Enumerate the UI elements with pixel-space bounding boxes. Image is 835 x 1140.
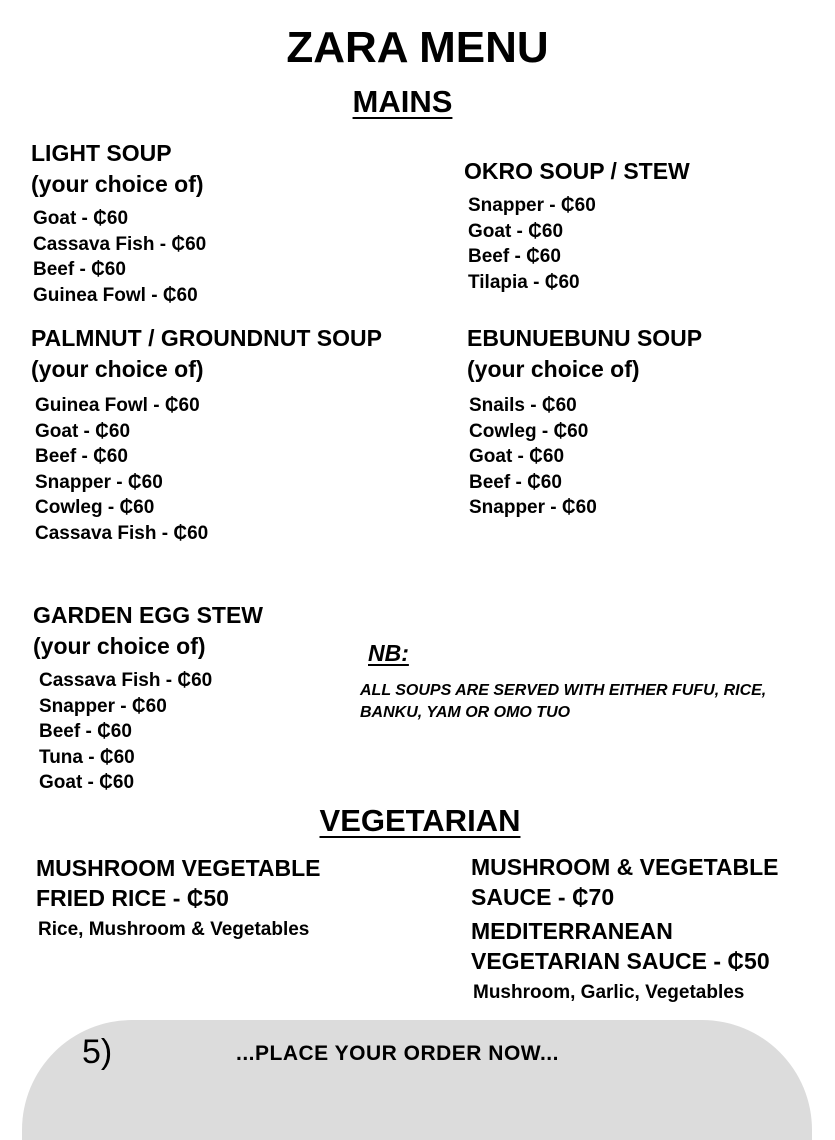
menu-item: Beef - ₵60 [469, 471, 562, 493]
garden-egg-stew-section [33, 600, 263, 796]
med-sauce-description: Mushroom, Garlic, Vegetables [473, 982, 745, 1003]
garden-egg-stew-subtitle: (your choice of) [33, 633, 206, 659]
menu-item: Tilapia - ₵60 [468, 271, 580, 293]
veg-fried-rice [36, 853, 321, 942]
veg-fried-rice-description: Rice, Mushroom & Vegetables [38, 919, 310, 940]
menu-item: Snapper - ₵60 [468, 195, 596, 216]
light-soup-subtitle: (your choice of) [31, 171, 204, 197]
menu-item: Beef - ₵60 [39, 721, 132, 742]
okro-soup-section [464, 156, 690, 295]
light-soup-items [33, 206, 206, 308]
menu-item: Cowleg - ₵60 [469, 420, 589, 442]
mains-heading: MAINS [352, 84, 453, 119]
menu-item: Guinea Fowl - ₵60 [33, 284, 198, 306]
ebunuebunu-soup-section [467, 323, 702, 521]
menu-item: Goat - ₵60 [469, 446, 565, 467]
med-sauce-title-2: VEGETARIAN SAUCE - ₵50 [471, 948, 770, 974]
veg-sauce-title-2: SAUCE - ₵70 [471, 884, 615, 910]
menu-item: Goat - ₵60 [468, 220, 564, 242]
menu-item: Snapper - ₵60 [39, 695, 167, 717]
menu-title: ZARA MENU [286, 23, 549, 72]
menu-item: Beef - ₵60 [468, 246, 561, 267]
menu-item: Beef - ₵60 [35, 446, 128, 467]
menu-item: Snapper - ₵60 [35, 471, 163, 493]
menu-item: Cassava Fish - ₵60 [35, 522, 209, 544]
menu-item: Goat - ₵60 [39, 772, 135, 793]
ebunuebunu-soup-items [469, 393, 702, 521]
garden-egg-stew-items [39, 668, 263, 796]
ebunuebunu-soup-title: EBUNUEBUNU SOUP [467, 325, 703, 351]
light-soup-title: LIGHT SOUP [31, 140, 172, 166]
med-sauce [471, 916, 770, 1005]
palmnut-soup-subtitle: (your choice of) [31, 356, 204, 382]
veg-fried-rice-title-1: MUSHROOM VEGETABLE [36, 855, 321, 881]
menu-item: Tuna - ₵60 [39, 746, 135, 768]
menu-item: Goat - ₵60 [35, 420, 131, 442]
okro-soup-items [468, 193, 690, 295]
veg-sauce-title-1: MUSHROOM & VEGETABLE [471, 854, 779, 880]
menu-item: Snapper - ₵60 [469, 497, 597, 518]
palmnut-soup-items [35, 393, 382, 546]
light-soup-section [31, 138, 206, 308]
note-text: ALL SOUPS ARE SERVED WITH EITHER FUFU, RICE, BANKU, YAM OR OMO TUO [360, 682, 767, 721]
veg-sauce [471, 852, 779, 912]
ebunuebunu-soup-subtitle: (your choice of) [467, 356, 640, 382]
palmnut-soup-section [31, 323, 382, 546]
menu-item: Cowleg - ₵60 [35, 497, 155, 518]
menu-item: Beef - ₵60 [33, 259, 126, 280]
footer-bar [22, 1020, 812, 1140]
order-now-cta: ...PLACE YOUR ORDER NOW... [236, 1042, 559, 1065]
med-sauce-title-1: MEDITERRANEAN [471, 918, 673, 944]
veg-fried-rice-title-2: FRIED RICE - ₵50 [36, 885, 229, 911]
vegetarian-heading: VEGETARIAN [319, 803, 521, 838]
palmnut-soup-title: PALMNUT / GROUNDNUT SOUP [31, 325, 382, 351]
menu-item: Cassava Fish - ₵60 [33, 233, 207, 255]
menu-item: Guinea Fowl - ₵60 [35, 395, 200, 416]
garden-egg-stew-title: GARDEN EGG STEW [33, 602, 264, 628]
menu-item: Cassava Fish - ₵60 [39, 670, 213, 691]
note-heading: NB: [368, 640, 409, 666]
okro-soup-title: OKRO SOUP / STEW [464, 158, 690, 184]
menu-item: Goat - ₵60 [33, 208, 129, 229]
menu-item: Snails - ₵60 [469, 395, 577, 416]
page-number: 5) [82, 1033, 113, 1071]
